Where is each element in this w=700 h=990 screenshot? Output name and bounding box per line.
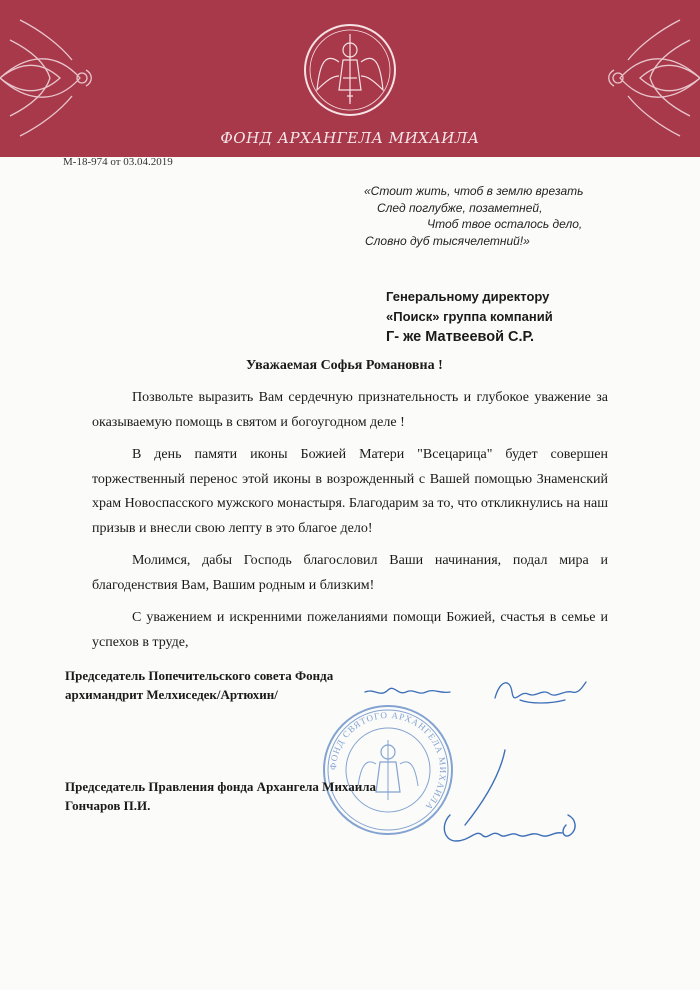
addressee-company: «Поиск» группа компаний	[386, 309, 553, 324]
signature-2-icon	[430, 745, 590, 855]
fund-name-title: ФОНД АРХАНГЕЛА МИХАИЛА	[220, 129, 480, 147]
signer-block-chairman-board	[65, 666, 333, 704]
stamp-text: ФОНД СВЯТОГО АРХАНГЕЛА МИХАИЛА	[327, 709, 449, 813]
salutation: Уважаемая Софья Романовна !	[246, 358, 443, 373]
body-paragraph: Молимся, дабы Господь благословил Ваши начинания, подал мира и благоденствия Вам, Вашим родным и близким!	[92, 553, 608, 593]
signer-position: Председатель Правления фонда Архангела Михаила	[65, 779, 377, 794]
archangel-emblem-icon	[303, 20, 397, 120]
signer-name: архимандрит Мелхиседек/Артюхин/	[65, 687, 278, 702]
addressee-name: Г- же Матвеевой С.Р.	[386, 329, 535, 345]
epigraph-quote	[340, 183, 602, 249]
addressee-title: Генеральному директору	[386, 289, 550, 304]
epigraph-line: Словно дуб тысячелетний!»	[365, 233, 530, 248]
epigraph-line: «Стоит жить, чтоб в землю врезать	[364, 184, 584, 198]
letterhead-banner	[0, 0, 700, 157]
epigraph-line: Чтоб твое осталось дело,	[427, 217, 583, 231]
body-paragraph: С уважением и искренними пожеланиями помощи Божией, счастья в семье и успехов в труде,	[92, 610, 608, 650]
letter-body	[92, 386, 608, 663]
signature-1-icon	[360, 670, 590, 720]
body-paragraph: Позвольте выразить Вам сердечную признательность и глубокое уважение за оказываемую помощь в святом и богоугодном деле !	[92, 390, 608, 430]
signer-block-chairman-fund	[65, 777, 376, 815]
floral-ornament-icon	[0, 0, 100, 157]
body-paragraph: В день памяти иконы Божией Матери "Всецарица" будет совершен торжественный перенос этой иконы в возрожденный с Вашей помощью Знаменский храм Новоспасского мужского монастыря. Благодарим за то, что откликнулись на наш призыв и внесли свою лепту в это благое дело!	[92, 447, 608, 536]
floral-ornament-icon	[600, 0, 700, 157]
epigraph-line: След поглубже, позаметней,	[377, 200, 543, 215]
signer-position: Председатель Попечительского совета Фонда	[65, 668, 334, 683]
signer-name: Гончаров П.И.	[65, 798, 151, 813]
addressee-block	[386, 287, 553, 347]
reference-number: М-18-974 от 03.04.2019	[63, 156, 173, 168]
